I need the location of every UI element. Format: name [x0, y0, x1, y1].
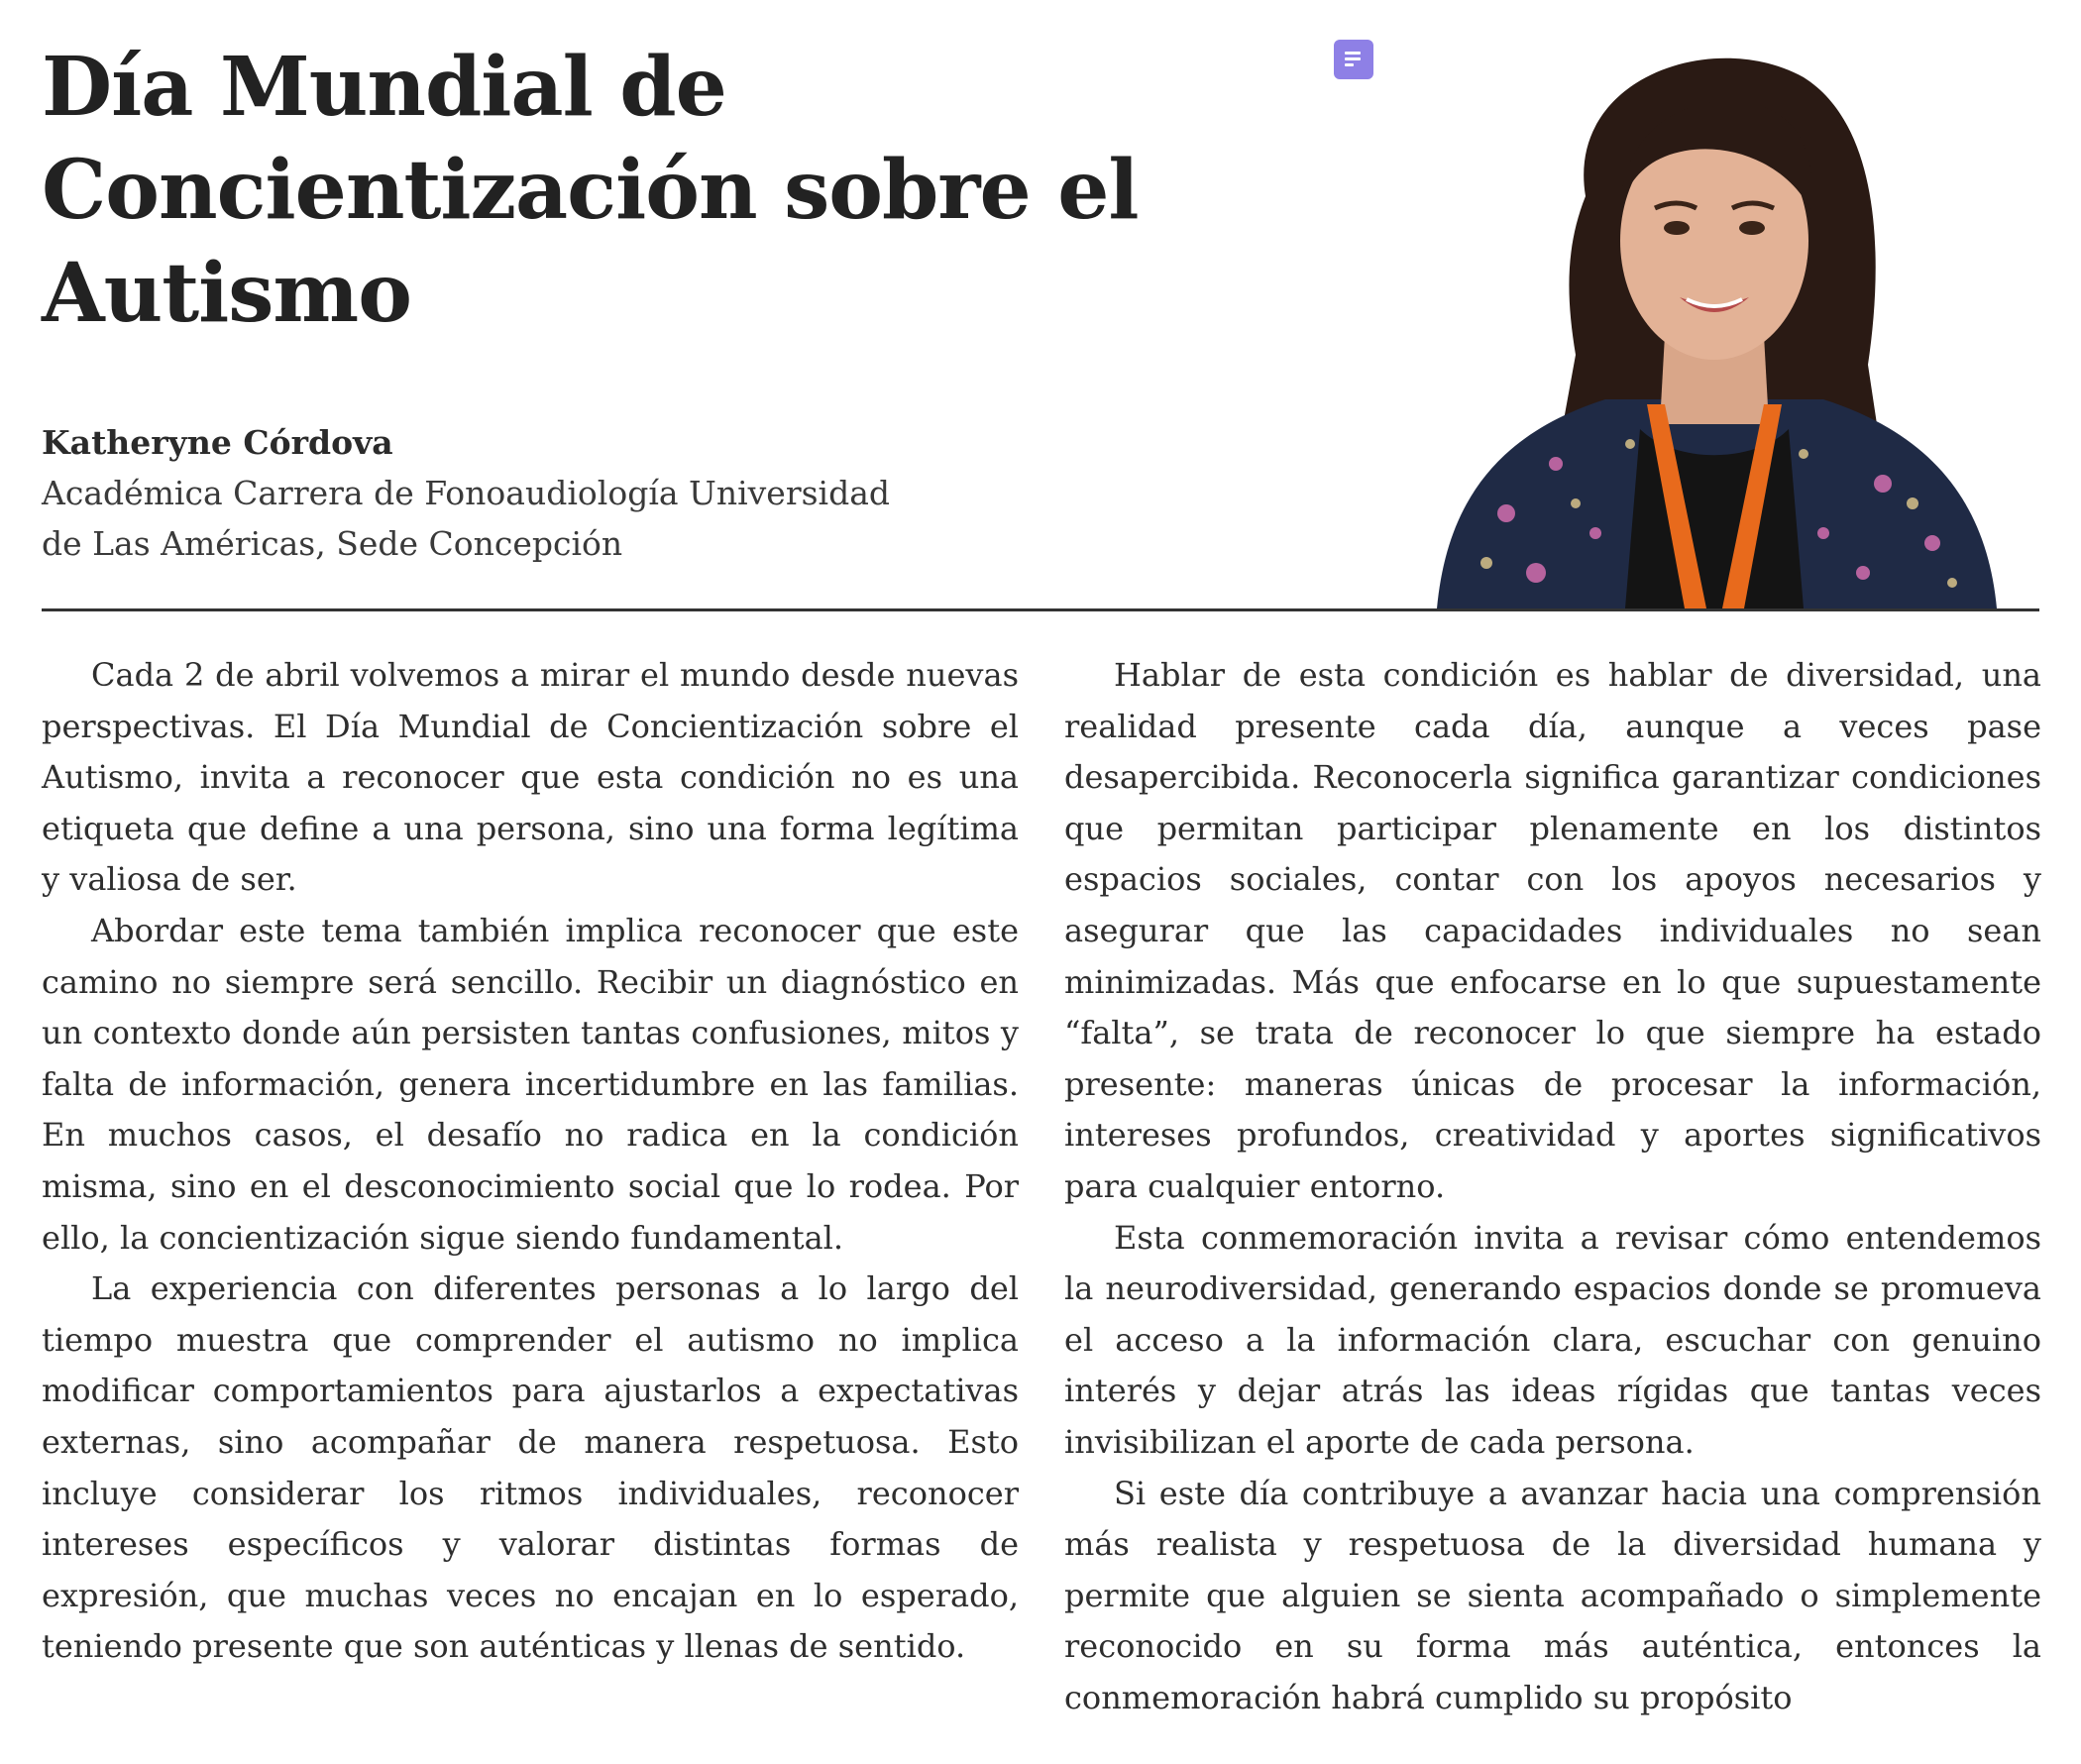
body-column-right — [1064, 650, 2041, 1723]
article-title: Día Mundial de Concientización sobre el Autismo — [42, 40, 1139, 341]
author-affiliation: Académica Carrera de Fonoaudiología Universidad de Las Américas, Sede Concepción — [42, 474, 891, 563]
byline — [42, 418, 1033, 569]
note-icon[interactable] — [1334, 40, 1373, 79]
paragraph: La experiencia con diferentes personas a lo largo del tiempo muestra que comprender el autismo no implica modificar comportamientos para ajustarlos a expectativas externas, sino acompañar de manera respetuosa. Esto incluye considerar los ritmos individuales, reconocer intereses específicos y valorar distintas formas de expresión, que muchas veces no encajan en lo esperado, teniendo presente que son auténticas y llenas de sentido. — [42, 1269, 1019, 1666]
paragraph: Cada 2 de abril volvemos a mirar el mundo desde nuevas perspectivas. El Día Mundial de Concientización sobre el Autismo, invita a reconocer que esta condición no es una etiqueta que define a una persona, sino una forma legítima y valiosa de ser. — [42, 656, 1019, 899]
portrait-illustration — [1417, 38, 2012, 608]
paragraph: Si este día contribuye a avanzar hacia una comprensión más realista y respetuosa de la diversidad humana y permite que alguien se sienta acompañado o simplemente reconocido en su forma más auténtica, entonces la conmemoración habrá cumplido su propósito — [1064, 1474, 2041, 1716]
body-column-left — [42, 650, 1019, 1673]
author-name: Katheryne Córdova — [42, 423, 393, 462]
portrait-photo — [1417, 38, 2012, 608]
paragraph: Abordar este tema también implica reconocer que este camino no siempre será sencillo. Recibir un diagnóstico en un contexto donde aún persisten tantas confusiones, mitos y falta de información, genera incertidumbre en las familias. En muchos casos, el desafío no radica en la condición misma, sino en el desconocimiento social que lo rodea. Por ello, la concientización sigue siendo fundamental. — [42, 911, 1019, 1257]
paragraph: Hablar de esta condición es hablar de diversidad, una realidad presente cada día, aunque a veces pase desapercibida. Reconocerla significa garantizar condiciones que permitan participar plenamente en los distintos espacios sociales, contar con los apoyos necesarios y asegurar que las capacidades individuales no sean minimizadas. Más que enfocarse en lo que supuestamente “falta”, se trata de reconocer lo que siempre ha estado presente: maneras únicas de procesar la información, intereses profundos, creatividad y aportes significativos para cualquier entorno. — [1064, 656, 2041, 1205]
header-divider — [42, 608, 2039, 611]
paragraph: Esta conmemoración invita a revisar cómo entendemos la neurodiversidad, generando espacios donde se promueva el acceso a la información clara, escuchar con genuino interés y dejar atrás las ideas rígidas que tantas veces invisibilizan el aporte de cada persona. — [1064, 1218, 2041, 1461]
